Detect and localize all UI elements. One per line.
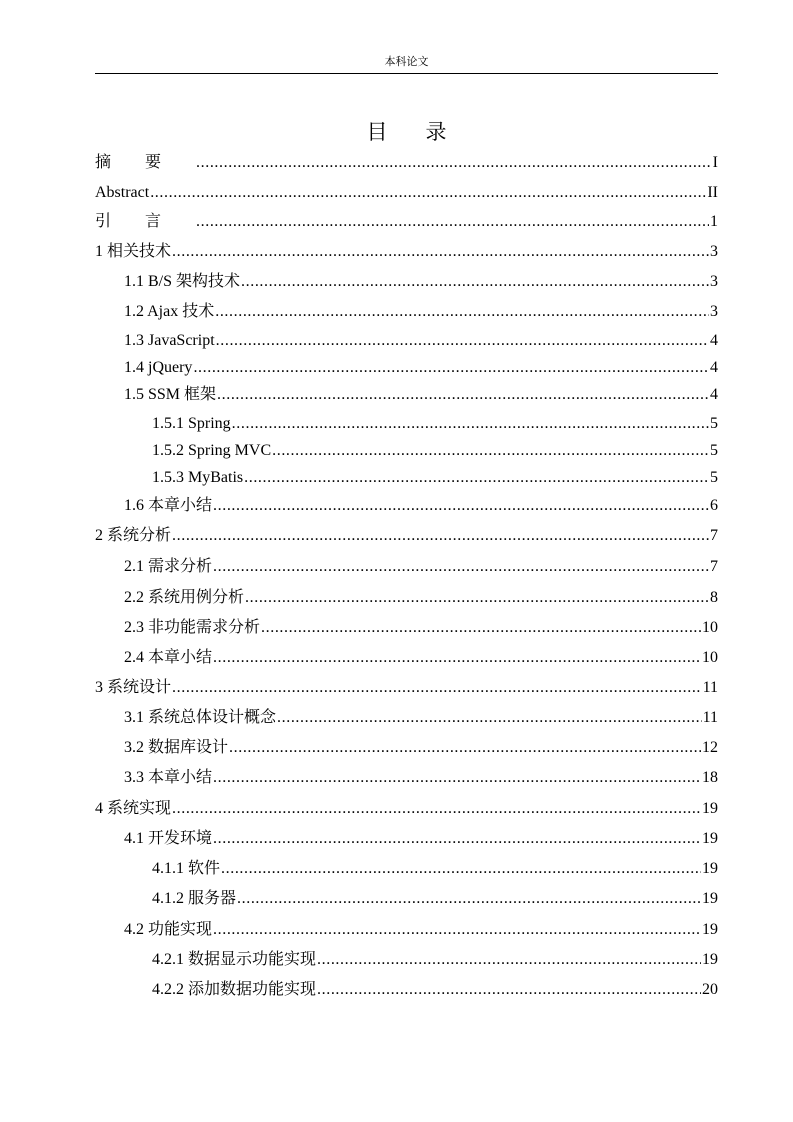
toc-entry[interactable] — [152, 413, 718, 435]
toc-entry[interactable] — [124, 495, 718, 517]
toc-entry[interactable] — [95, 241, 718, 263]
toc-entry-label: 2.2 系统用例分析 — [124, 589, 245, 606]
toc-leader-dots — [244, 467, 709, 489]
toc-entry-page: 18 — [702, 769, 718, 786]
toc-entry[interactable] — [124, 767, 718, 789]
header-rule — [95, 73, 718, 74]
toc-entry-page: 10 — [702, 619, 718, 636]
toc-leader-dots — [172, 525, 709, 547]
toc-entry-page: 19 — [702, 860, 718, 877]
toc-entry-label: 1.5.3 MyBatis — [152, 469, 244, 486]
toc-entry-page: 4 — [710, 332, 718, 349]
toc-entry-page: 3 — [710, 243, 718, 260]
toc-leader-dots — [241, 271, 709, 293]
toc-entry-page: II — [707, 184, 718, 201]
toc-entry-label: 3 系统设计 — [95, 679, 172, 696]
toc-leader-dots — [245, 587, 709, 609]
toc-leader-dots — [221, 858, 701, 880]
toc-entry[interactable] — [124, 919, 718, 941]
toc-leader-dots — [272, 440, 709, 462]
toc-entry[interactable] — [152, 949, 718, 971]
toc-entry-label: 1.6 本章小结 — [124, 497, 213, 514]
toc-entry-label: 4.2.2 添加数据功能实现 — [152, 981, 317, 998]
toc-entry[interactable] — [124, 707, 718, 729]
toc-entry-page: 5 — [710, 415, 718, 432]
toc-entry-label: 2.3 非功能需求分析 — [124, 619, 261, 636]
toc-entry[interactable] — [95, 152, 718, 174]
toc-leader-dots — [217, 384, 709, 406]
toc-entry-page: 8 — [710, 589, 718, 606]
toc-entry[interactable] — [124, 384, 718, 406]
toc-entry-page: 11 — [702, 709, 718, 726]
toc-leader-dots — [213, 828, 701, 850]
toc-leader-dots — [317, 979, 701, 1001]
toc-leader-dots — [213, 495, 709, 517]
toc-leader-dots — [215, 301, 709, 323]
toc-leader-dots — [150, 182, 706, 204]
toc-entry-label: 3.2 数据库设计 — [124, 739, 229, 756]
toc-entry-page: 5 — [710, 442, 718, 459]
toc-entry-page: 19 — [702, 921, 718, 938]
toc-entry-page: 12 — [702, 739, 718, 756]
toc-entry[interactable] — [124, 828, 718, 850]
toc-entry[interactable] — [124, 301, 718, 323]
toc-entry-label: 1.2 Ajax 技术 — [124, 303, 215, 320]
toc-entry-label: 1.1 B/S 架构技术 — [124, 273, 241, 290]
toc-entry-page: 7 — [710, 527, 718, 544]
toc-entry-page: 5 — [710, 469, 718, 486]
toc-entry-label: 1.3 JavaScript — [124, 332, 215, 349]
toc-entry-label: 4.2.1 数据显示功能实现 — [152, 951, 317, 968]
toc-entry[interactable] — [152, 858, 718, 880]
toc-entry[interactable] — [124, 587, 718, 609]
toc-entry-label: 4.1.2 服务器 — [152, 890, 237, 907]
toc-entry-page: 4 — [710, 386, 718, 403]
toc-leader-dots — [261, 617, 701, 639]
toc-entry-label: 4 系统实现 — [95, 800, 172, 817]
toc-leader-dots — [317, 949, 701, 971]
toc-entry[interactable] — [124, 617, 718, 639]
toc-leader-dots — [196, 211, 709, 233]
toc-entry-label: 2 系统分析 — [95, 527, 172, 544]
toc-entry-page: 20 — [702, 981, 718, 998]
toc-entry[interactable] — [95, 182, 718, 204]
toc-leader-dots — [172, 798, 701, 820]
toc-entry[interactable] — [95, 525, 718, 547]
toc-leader-dots — [237, 888, 701, 910]
toc-entry[interactable] — [95, 798, 718, 820]
toc-entry-page: 19 — [702, 890, 718, 907]
toc-leader-dots — [193, 357, 709, 379]
toc-leader-dots — [213, 647, 701, 669]
toc-entry[interactable] — [152, 979, 718, 1001]
toc-entry[interactable] — [152, 440, 718, 462]
toc-entry-page: 4 — [710, 359, 718, 376]
toc-entry-label: 引言 — [95, 213, 196, 230]
toc-entry[interactable] — [124, 647, 718, 669]
toc-entry-label: 1.5.1 Spring — [152, 415, 231, 432]
toc-entry[interactable] — [124, 271, 718, 293]
toc-entry-label: 4.1.1 软件 — [152, 860, 221, 877]
toc-entry-page: 19 — [702, 951, 718, 968]
toc-entry-page: 7 — [710, 558, 718, 575]
toc-entry-label: Abstract — [95, 184, 150, 201]
running-header: 本科论文 — [384, 56, 429, 68]
toc-leader-dots — [196, 152, 712, 174]
toc-entry[interactable] — [124, 737, 718, 759]
toc-entry-page: 3 — [710, 303, 718, 320]
toc-entry-label: 2.1 需求分析 — [124, 558, 213, 575]
toc-entry-page: 11 — [702, 679, 718, 696]
toc-entry[interactable] — [95, 211, 718, 233]
toc-entry-page: 6 — [710, 497, 718, 514]
toc-entry-page: 1 — [710, 213, 718, 230]
toc-leader-dots — [277, 707, 702, 729]
toc-title: 目录 — [366, 120, 485, 144]
toc-entry[interactable] — [95, 677, 718, 699]
toc-leader-dots — [213, 767, 701, 789]
toc-entry[interactable] — [124, 556, 718, 578]
toc-entry-label: 3.3 本章小结 — [124, 769, 213, 786]
toc-entry-label: 3.1 系统总体设计概念 — [124, 709, 277, 726]
toc-entry[interactable] — [124, 357, 718, 379]
toc-entry[interactable] — [152, 467, 718, 489]
toc-leader-dots — [229, 737, 701, 759]
toc-entry-label: 4.2 功能实现 — [124, 921, 213, 938]
toc-entry[interactable] — [152, 888, 718, 910]
toc-entry-page: 19 — [702, 830, 718, 847]
toc-leader-dots — [172, 677, 702, 699]
toc-entry-page: 10 — [702, 649, 718, 666]
toc-entry-page: 19 — [702, 800, 718, 817]
toc-leader-dots — [232, 413, 709, 435]
toc-entry-label: 4.1 开发环境 — [124, 830, 213, 847]
toc-leader-dots — [216, 330, 709, 352]
toc-entry-label: 1.4 jQuery — [124, 359, 193, 376]
toc-entry-label: 摘要 — [95, 154, 196, 171]
toc-leader-dots — [213, 556, 709, 578]
toc-entry-label: 1.5 SSM 框架 — [124, 386, 217, 403]
toc-leader-dots — [213, 919, 701, 941]
toc-entry[interactable] — [124, 330, 718, 352]
toc-entry-label: 1 相关技术 — [95, 243, 172, 260]
toc-entry-page: 3 — [710, 273, 718, 290]
toc-entry-label: 2.4 本章小结 — [124, 649, 213, 666]
toc-entry-page: I — [712, 154, 718, 171]
toc-leader-dots — [172, 241, 709, 263]
toc-entry-label: 1.5.2 Spring MVC — [152, 442, 272, 459]
